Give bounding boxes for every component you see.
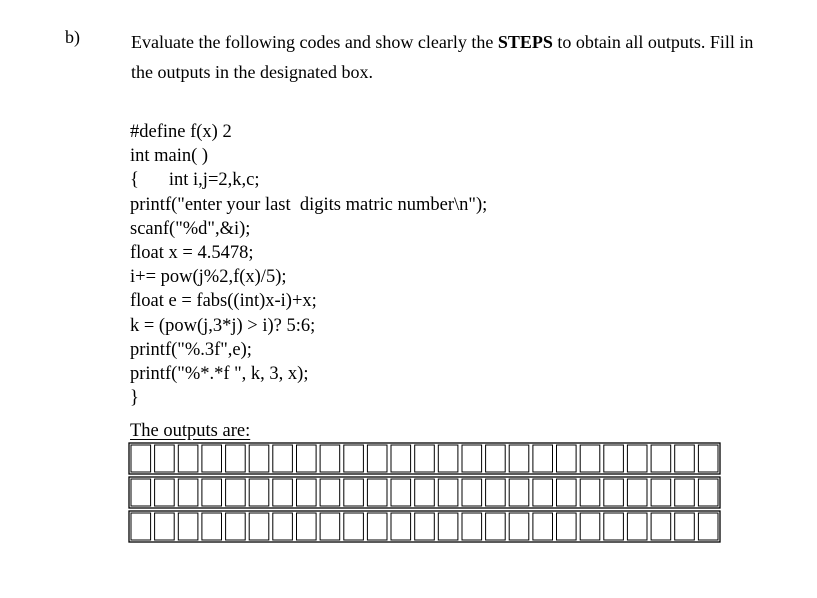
- output-cell[interactable]: [391, 479, 411, 506]
- output-cell[interactable]: [249, 479, 269, 506]
- output-cell[interactable]: [320, 513, 340, 540]
- code-line: printf("enter your last digits matric number\n");: [130, 194, 488, 215]
- output-cell[interactable]: [226, 445, 246, 472]
- output-cell[interactable]: [509, 513, 529, 540]
- variable-declaration: int i,j=2,k,c;: [168, 170, 260, 191]
- output-cell[interactable]: [557, 479, 577, 506]
- output-cell[interactable]: [580, 445, 600, 472]
- instruction-text: Evaluate the following codes and show clearly the: [131, 32, 498, 52]
- output-cell[interactable]: [273, 513, 293, 540]
- code-line: float e = fabs((int)x-i)+x;: [130, 291, 317, 312]
- output-cell[interactable]: [580, 513, 600, 540]
- output-cell[interactable]: [131, 445, 151, 472]
- output-cell[interactable]: [202, 445, 222, 472]
- output-cell[interactable]: [698, 479, 718, 506]
- output-cell[interactable]: [675, 513, 695, 540]
- output-cell[interactable]: [202, 479, 222, 506]
- output-cell[interactable]: [367, 479, 387, 506]
- output-cell[interactable]: [675, 479, 695, 506]
- output-cell[interactable]: [344, 445, 364, 472]
- output-cell[interactable]: [391, 445, 411, 472]
- output-cell[interactable]: [533, 513, 553, 540]
- output-cell[interactable]: [155, 513, 175, 540]
- output-cell[interactable]: [415, 479, 435, 506]
- code-line: printf("%*.*f ", k, 3, x);: [130, 363, 309, 384]
- code-line: #define f(x) 2: [130, 122, 232, 142]
- code-line: int main( ): [130, 146, 209, 167]
- output-cell[interactable]: [155, 479, 175, 506]
- output-cell[interactable]: [627, 479, 647, 506]
- output-cell[interactable]: [226, 479, 246, 506]
- output-cell[interactable]: [226, 513, 246, 540]
- output-row[interactable]: [129, 443, 720, 474]
- output-cell[interactable]: [486, 513, 506, 540]
- code-line: scanf("%d",&i);: [130, 218, 251, 239]
- output-cell[interactable]: [344, 513, 364, 540]
- output-cell[interactable]: [533, 445, 553, 472]
- output-row[interactable]: [129, 477, 720, 508]
- code-line: k = (pow(j,3*j) > i)? 5:6;: [130, 315, 316, 336]
- output-cell[interactable]: [249, 513, 269, 540]
- output-cell[interactable]: [249, 445, 269, 472]
- output-cell[interactable]: [273, 479, 293, 506]
- output-cell[interactable]: [131, 479, 151, 506]
- output-cell[interactable]: [462, 479, 482, 506]
- code-line: printf("%.3f",e);: [130, 339, 252, 360]
- output-cell[interactable]: [344, 479, 364, 506]
- output-cell[interactable]: [604, 479, 624, 506]
- output-cell[interactable]: [178, 513, 198, 540]
- open-brace: {: [130, 170, 139, 191]
- output-cell[interactable]: [651, 513, 671, 540]
- output-cell[interactable]: [320, 445, 340, 472]
- output-cell[interactable]: [178, 479, 198, 506]
- output-cell[interactable]: [462, 513, 482, 540]
- code-line: i+= pow(j%2,f(x)/5);: [130, 267, 287, 288]
- instruction-text-end: to obtain all outputs. Fill in the outputs in the designated box.: [131, 32, 754, 82]
- output-cell[interactable]: [462, 445, 482, 472]
- output-cell[interactable]: [627, 445, 647, 472]
- output-cell[interactable]: [486, 479, 506, 506]
- output-row[interactable]: [129, 511, 720, 542]
- output-cell[interactable]: [604, 513, 624, 540]
- output-cell[interactable]: [486, 445, 506, 472]
- output-cell[interactable]: [297, 513, 317, 540]
- output-cell[interactable]: [320, 479, 340, 506]
- output-cell[interactable]: [675, 445, 695, 472]
- outputs-label: The outputs are:: [130, 421, 251, 441]
- output-cell[interactable]: [202, 513, 222, 540]
- output-cell[interactable]: [297, 445, 317, 472]
- code-line: }: [130, 388, 139, 409]
- output-cell[interactable]: [698, 513, 718, 540]
- output-cell[interactable]: [438, 445, 458, 472]
- output-cell[interactable]: [698, 445, 718, 472]
- output-cell[interactable]: [557, 513, 577, 540]
- output-cell[interactable]: [367, 445, 387, 472]
- output-cell[interactable]: [438, 479, 458, 506]
- output-cell[interactable]: [178, 445, 198, 472]
- output-cell[interactable]: [533, 479, 553, 506]
- output-cell[interactable]: [438, 513, 458, 540]
- output-cell[interactable]: [627, 513, 647, 540]
- question-label: b): [65, 27, 80, 47]
- output-cell[interactable]: [509, 479, 529, 506]
- output-cell[interactable]: [651, 479, 671, 506]
- output-cell[interactable]: [651, 445, 671, 472]
- output-cell[interactable]: [557, 445, 577, 472]
- output-cell[interactable]: [367, 513, 387, 540]
- code-line: float x = 4.5478;: [130, 242, 254, 263]
- output-cell[interactable]: [297, 479, 317, 506]
- output-cell[interactable]: [580, 479, 600, 506]
- instruction-emphasis: STEPS: [497, 32, 553, 52]
- output-cell[interactable]: [509, 445, 529, 472]
- output-cell[interactable]: [391, 513, 411, 540]
- output-cell[interactable]: [415, 445, 435, 472]
- output-cell[interactable]: [604, 445, 624, 472]
- output-cell[interactable]: [155, 445, 175, 472]
- output-cell[interactable]: [415, 513, 435, 540]
- output-cell[interactable]: [273, 445, 293, 472]
- output-cell[interactable]: [131, 513, 151, 540]
